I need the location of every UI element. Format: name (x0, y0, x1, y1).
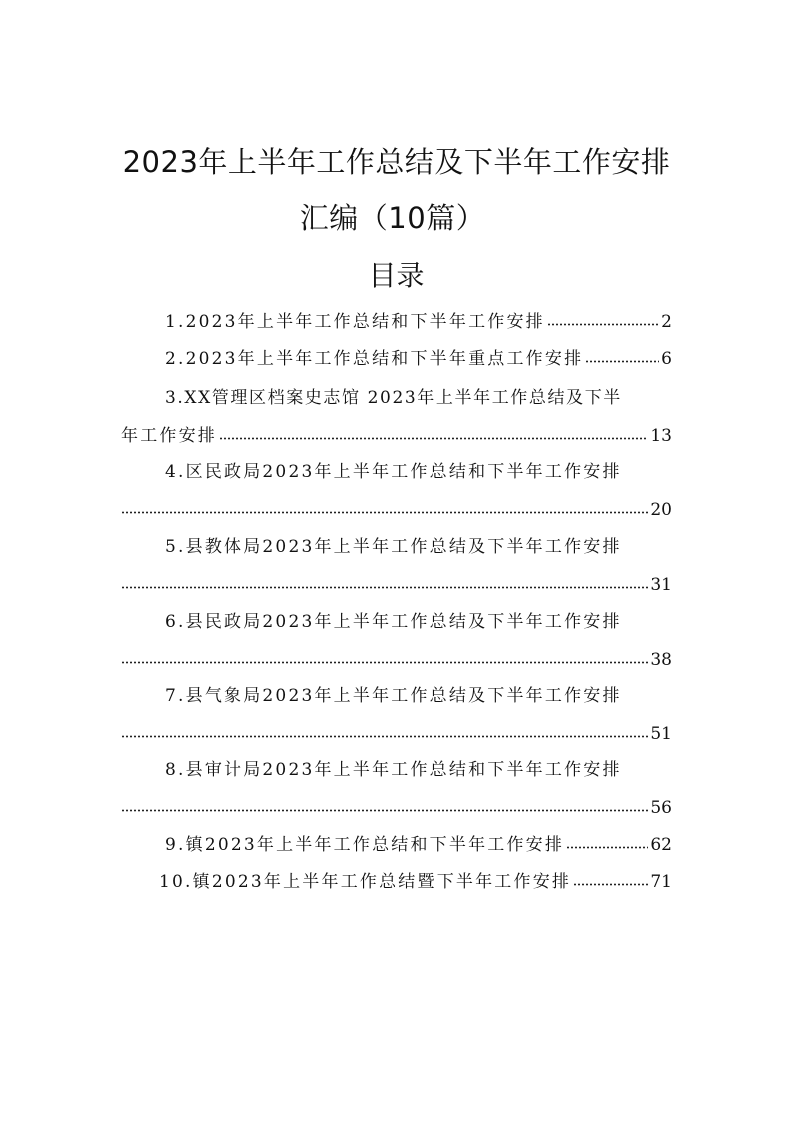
toc-entry-text: 2.2023年上半年工作总结和下半年重点工作安排 (165, 349, 584, 369)
dot-leader (121, 809, 648, 812)
dot-leader (121, 586, 648, 589)
dot-leader (121, 735, 648, 738)
toc-entry-text: 10.镇2023年上半年工作总结暨下半年工作安排 (159, 872, 572, 892)
document-subtitle: 汇编（10篇） (299, 201, 486, 235)
toc-entry-text: 5.县教体局2023年上半年工作总结及下半年工作安排 (165, 537, 622, 557)
toc-page-number: 20 (650, 500, 672, 520)
toc-entry-text: 8.县审计局2023年上半年工作总结和下半年工作安排 (165, 760, 622, 780)
dot-leader (585, 360, 659, 363)
toc-page-number: 38 (650, 650, 672, 670)
dot-leader (121, 661, 648, 664)
toc-page-number: 2 (661, 312, 672, 332)
toc-page-number: 71 (650, 872, 672, 892)
toc-page-number: 51 (650, 724, 672, 744)
toc-entry-text: 1.2023年上半年工作总结和下半年工作安排 (165, 312, 545, 332)
toc-page-number: 13 (650, 426, 672, 446)
toc-entry-text: 9.镇2023年上半年工作总结和下半年工作安排 (165, 835, 565, 855)
toc-entry-text: 6.县民政局2023年上半年工作总结及下半年工作安排 (165, 612, 622, 632)
dot-leader (121, 511, 648, 514)
toc-page-number: 6 (661, 349, 672, 369)
dot-leader (219, 437, 648, 440)
toc-page-number: 62 (650, 835, 672, 855)
toc-page-number: 56 (650, 798, 672, 818)
toc-entry-text: 4.区民政局2023年上半年工作总结和下半年工作安排 (165, 462, 622, 482)
toc-entry-text: 3.XX管理区档案史志馆 2023年上半年工作总结及下半 (165, 388, 622, 408)
toc-entry-text: 7.县气象局2023年上半年工作总结及下半年工作安排 (165, 686, 622, 706)
document-title: 2023年上半年工作总结及下半年工作安排 (122, 145, 671, 179)
dot-leader (547, 323, 659, 326)
toc-heading: 目录 (368, 259, 425, 292)
toc-page-number: 31 (650, 575, 672, 595)
dot-leader (566, 846, 648, 849)
dot-leader (573, 883, 648, 886)
toc-entry-text-continued: 年工作安排 (121, 426, 217, 446)
